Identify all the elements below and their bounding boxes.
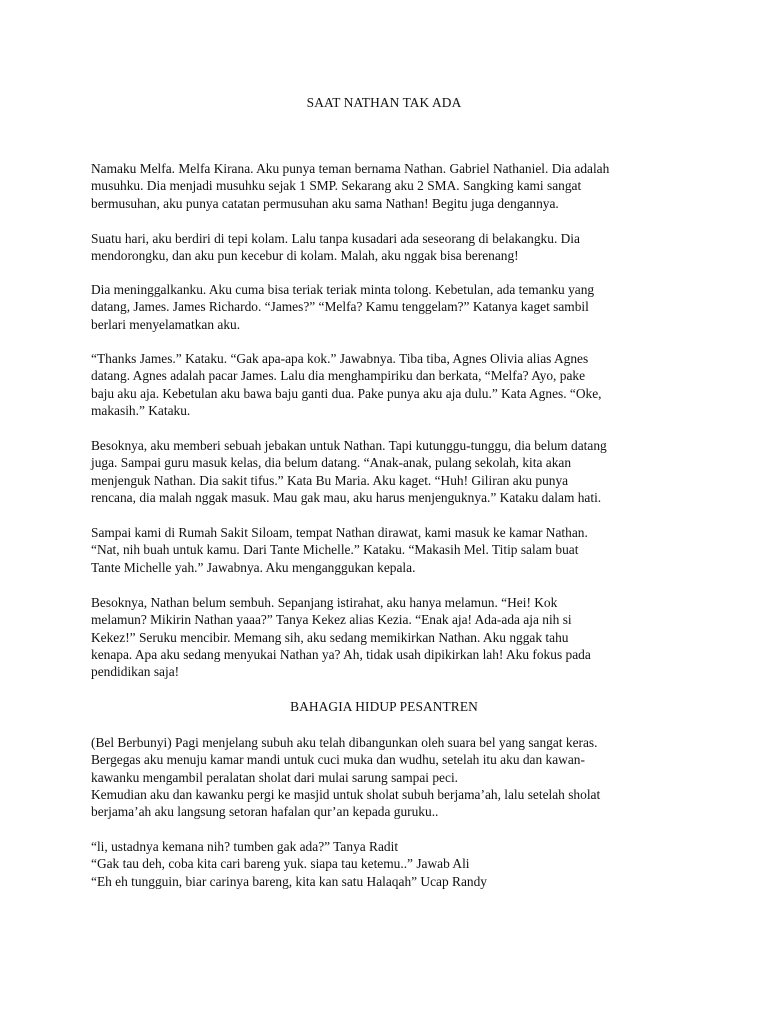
dialogue-line: “Gak tau deh, coba kita cari bareng yuk. siapa tau ketemu..” Jawab Ali bbox=[91, 856, 470, 872]
paragraph-2 bbox=[91, 230, 691, 265]
dialogue-line: “li, ustadnya kemana nih? tumben gak ada?” Tanya Radit bbox=[91, 839, 399, 854]
text-line: kawanku mengambil peralatan sholat dari mulai sarung sampai peci. bbox=[91, 769, 459, 785]
text-line: Bergegas aku menuju kamar mandi untuk cuci muka dan wudhu, setelah itu aku dan kawan- bbox=[91, 752, 585, 768]
text-line: datang, James. James Richardo. “James?” “Melfa? Kamu tenggelam?” Katanya kaget sambil bbox=[91, 299, 589, 315]
text-line: bermusuhan, aku punya catatan permusuhan aku sama Nathan! Begitu juga dengannya. bbox=[91, 195, 559, 211]
text-line: Suatu hari, aku berdiri di tepi kolam. Lalu tanpa kusadari ada seseorang di belakangku. Dia bbox=[91, 231, 580, 246]
story-title-2: BAHAGIA HIDUP PESANTREN bbox=[290, 699, 478, 714]
paragraph-1 bbox=[91, 160, 691, 212]
text-line: musuhku. Dia menjadi musuhku sejak 1 SMP. Sekarang aku 2 SMA. Sangking kami sangat bbox=[91, 178, 582, 194]
text-line: Namaku Melfa. Melfa Kirana. Aku punya teman bernama Nathan. Gabriel Nathaniel. Dia adalah bbox=[91, 161, 610, 176]
text-line: makasih.” Kataku. bbox=[91, 402, 191, 418]
paragraph-4 bbox=[91, 350, 691, 419]
text-line: Besoknya, aku memberi sebuah jebakan untuk Nathan. Tapi kutunggu-tunggu, dia belum datang bbox=[91, 438, 607, 453]
text-line: “Nat, nih buah untuk kamu. Dari Tante Michelle.” Kataku. “Makasih Mel. Titip salam buat bbox=[91, 542, 579, 558]
text-line: menjenguk Nathan. Dia sakit tifus.” Kata Bu Maria. Aku kaget. “Huh! Giliran aku punya bbox=[91, 472, 569, 488]
text-line: melamun? Mikirin Nathan yaaa?” Tanya Kekez alias Kezia. “Enak aja! Ada-ada aja nih si bbox=[91, 612, 572, 628]
text-line: Dia meninggalkanku. Aku cuma bisa teriak teriak minta tolong. Kebetulan, ada temanku yang bbox=[91, 282, 595, 297]
text-line: kenapa. Apa aku sedang menyukai Nathan ya? Ah, tidak usah dipikirkan lah! Aku fokus pada bbox=[91, 646, 591, 662]
text-line: berlari menyelamatkan aku. bbox=[91, 316, 241, 332]
text-line: Besoknya, Nathan belum sembuh. Sepanjang istirahat, aku hanya melamun. “Hei! Kok bbox=[91, 595, 558, 610]
paragraph-8 bbox=[91, 734, 691, 820]
text-line: datang. Agnes adalah pacar James. Lalu dia menghampiriku dan berkata, “Melfa? Ayo, pake bbox=[91, 368, 586, 384]
text-line: “Thanks James.” Kataku. “Gak apa-apa kok.” Jawabnya. Tiba tiba, Agnes Olivia alias Agnes bbox=[91, 351, 589, 366]
text-line: rencana, dia malah nggak masuk. Mau gak mau, aku harus menjenguknya.” Kataku dalam hati. bbox=[91, 489, 602, 505]
story-title-1: SAAT NATHAN TAK ADA bbox=[306, 95, 462, 110]
text-line: baju aku aja. Kebetulan aku bawa baju ganti dua. Pake punya aku aja dulu.” Kata Agnes. “Oke, bbox=[91, 385, 602, 401]
text-line: mendorongku, dan aku pun kecebur di kolam. Malah, aku nggak bisa berenang! bbox=[91, 248, 519, 264]
text-line: Kekez!” Seruku mencibir. Memang sih, aku sedang memikirkan Nathan. Aku nggak tahu bbox=[91, 629, 569, 645]
text-line: Tante Michelle yah.” Jawabnya. Aku menganggukan kepala. bbox=[91, 559, 416, 575]
dialogue-block bbox=[91, 838, 691, 890]
text-line: berjama’ah aku langsung setoran hafalan qur’an kepada guruku.. bbox=[91, 804, 439, 820]
text-line: Kemudian aku dan kawanku pergi ke masjid untuk sholat subuh berjama’ah, lalu setelah sholat bbox=[91, 786, 601, 802]
paragraph-7 bbox=[91, 594, 691, 680]
dialogue-line: “Eh eh tungguin, biar carinya bareng, kita kan satu Halaqah” Ucap Randy bbox=[91, 873, 487, 889]
text-line: pendidikan saja! bbox=[91, 664, 180, 680]
text-line: juga. Sampai guru masuk kelas, dia belum datang. “Anak-anak, pulang sekolah, kita akan bbox=[91, 455, 572, 471]
paragraph-6 bbox=[91, 524, 691, 576]
paragraph-3 bbox=[91, 281, 691, 333]
paragraph-5 bbox=[91, 437, 691, 506]
text-line: Sampai kami di Rumah Sakit Siloam, tempat Nathan dirawat, kami masuk ke kamar Nathan. bbox=[91, 525, 588, 540]
text-line: (Bel Berbunyi) Pagi menjelang subuh aku telah dibangunkan oleh suara bel yang sangat keras. bbox=[91, 735, 598, 750]
